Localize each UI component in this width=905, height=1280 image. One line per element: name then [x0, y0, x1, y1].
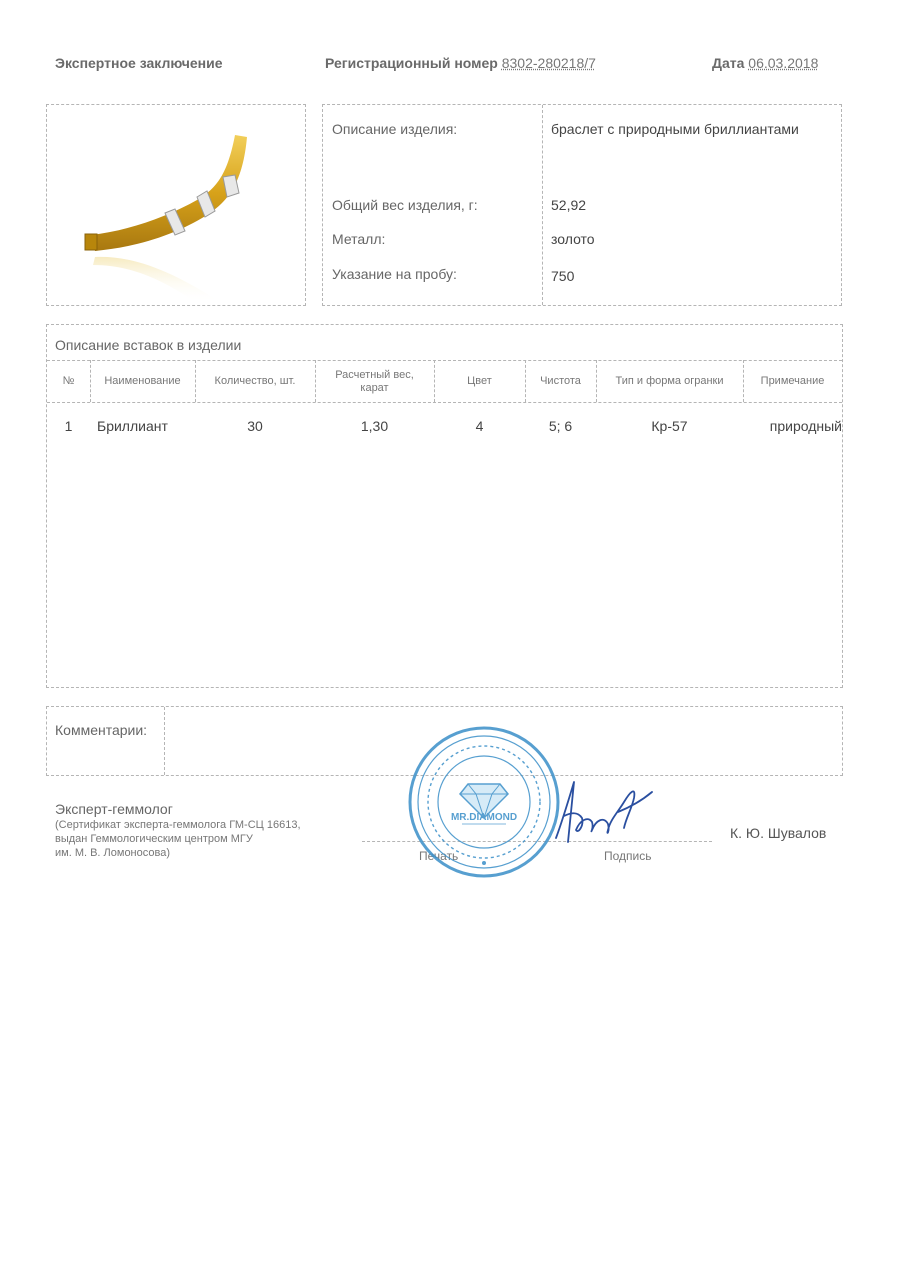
col-header-clarity: Чистота — [540, 375, 581, 387]
cell-weight: 1,30 — [360, 418, 389, 434]
expert-cert-line1: (Сертификат эксперта-геммолога ГМ-СЦ 16613, — [55, 819, 301, 831]
stamp-brand: MR.DIAMOND — [450, 812, 518, 823]
stamp-label: Печать — [419, 849, 459, 863]
date-label: Дата — [712, 55, 745, 71]
cell-color: 4 — [475, 418, 484, 434]
col-header-cut: Тип и форма огранки — [615, 375, 724, 387]
col-header-name: Наименование — [104, 375, 181, 387]
document-title: Экспертное заключение — [55, 55, 223, 71]
description-label: Описание изделия: — [332, 121, 458, 137]
col-header-color: Цвет — [467, 375, 492, 387]
cell-number: 1 — [64, 418, 73, 434]
hallmark-value: 750 — [551, 268, 575, 284]
item-photo-box — [46, 104, 306, 306]
expert-cert-line2: выдан Геммологическим центром МГУ — [55, 833, 253, 845]
signature — [548, 772, 658, 852]
expert-name: К. Ю. Шувалов — [730, 825, 827, 841]
comments-divider — [164, 707, 165, 775]
metal-value: золото — [551, 231, 595, 247]
date-value: 06.03.2018 — [748, 55, 819, 71]
bracelet-photo — [47, 105, 305, 305]
col-header-weight: Расчетный вес, карат — [335, 369, 414, 394]
item-details-box — [322, 104, 842, 306]
date — [712, 55, 818, 71]
expert-cert-line3: им. М. В. Ломоносова) — [55, 847, 170, 859]
details-divider — [542, 105, 543, 305]
table-header-bottom-line — [47, 402, 842, 403]
expert-title: Эксперт-геммолог — [55, 801, 173, 817]
cell-clarity: 5; 6 — [548, 418, 573, 434]
sign-label: Подпись — [604, 849, 652, 863]
seal-stamp — [404, 722, 564, 882]
weight-label: Общий вес изделия, г: — [332, 197, 478, 213]
description-value: браслет с природными бриллиантами — [551, 121, 799, 137]
col-header-quantity: Количество, шт. — [214, 375, 296, 387]
comments-label: Комментарии: — [55, 722, 148, 738]
col-header-number: № — [62, 375, 75, 387]
cell-name: Бриллиант — [97, 418, 168, 434]
cell-note: природный — [769, 418, 842, 434]
metal-label: Металл: — [332, 231, 386, 247]
col-header-note: Примечание — [760, 375, 825, 387]
cell-cut: Кр-57 — [651, 418, 688, 434]
registration-number — [325, 55, 596, 71]
inserts-title: Описание вставок в изделии — [55, 337, 242, 353]
registration-label: Регистрационный номер — [325, 55, 498, 71]
weight-value: 52,92 — [551, 197, 587, 213]
hallmark-label: Указание на пробу: — [332, 266, 457, 282]
table-header-top-line — [47, 360, 842, 361]
inserts-box — [46, 324, 843, 688]
cell-quantity: 30 — [247, 418, 263, 434]
registration-value: 8302-280218/7 — [501, 55, 596, 71]
